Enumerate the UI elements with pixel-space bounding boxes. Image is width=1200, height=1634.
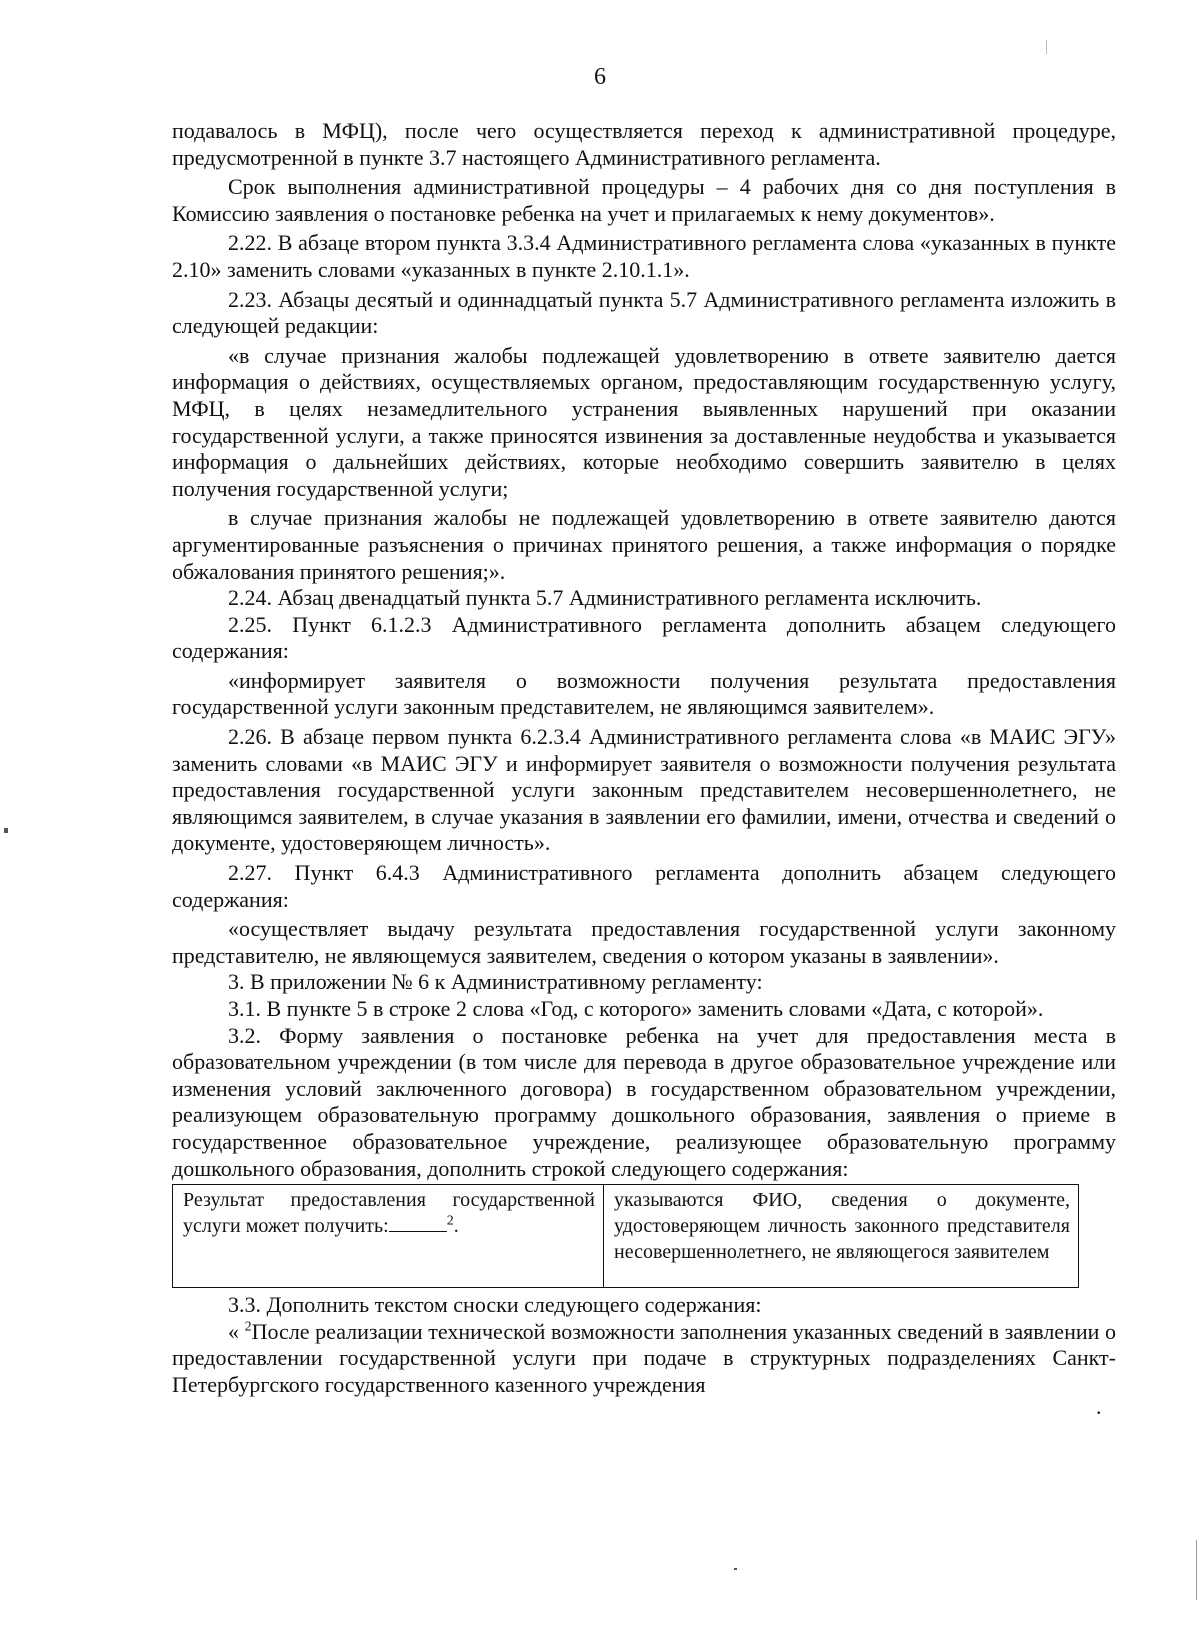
- paragraph: «в случае признания жалобы подлежащей удовлетворению в ответе заявителю дается информация о действиях, осуществляемых органом, предоставляющим государственную услугу, МФЦ, в целях незамедлительного устранения выявленных нарушений при оказании государственной услуги, а также приносятся извинения за доставленные неудобства и указывается информация о дальнейших действиях, которые необходимо совершить заявителю в целях получения государственной услуги;: [172, 342, 1116, 501]
- paragraph: 2.22. В абзаце втором пункта 3.3.4 Административного регламента слова «указанных в пункте 2.10» заменить словами «указанных в пункте 2.10.1.1».: [172, 230, 1116, 282]
- paragraph: 2.23. Абзацы десятый и одиннадцатый пункта 5.7 Административного регламента изложить в следующей редакции:: [172, 286, 1116, 339]
- paragraph: 2.27. Пункт 6.4.3 Административного регламента дополнить абзацем следующего содержания:: [172, 860, 1116, 912]
- paragraph: 2.26. В абзаце первом пункта 6.2.3.4 Административного регламента слова «в МАИС ЭГУ» заменить словами «в МАИС ЭГУ и информирует заявителя о возможности получения результата предоставления государственной услуги законным представителем несовершеннолетнего, не являющимся заявителем, в случае указания в заявлении его фамилии, имени, отчества и сведений о документе, удостоверяющем личность».: [172, 724, 1116, 856]
- blank-line: [389, 1231, 447, 1232]
- footnote-mark: 2: [446, 1213, 454, 1229]
- footnote-paragraph: [172, 1319, 1116, 1399]
- scan-speck: [1046, 40, 1047, 54]
- cell-text: указываются ФИО, сведения о документе, удостоверяющем личность законного представителя несовершеннолетнего, не являющегося заявителем: [614, 1189, 1070, 1264]
- footnote-text: После реализации технической возможности заполнения указанных сведений в заявлении о предоставлении государственной услуги при подаче в структурных подразделениях Санкт-Петербургского государственного казенного учреждения: [172, 1318, 1117, 1397]
- scan-speck: [4, 828, 8, 833]
- paragraph: «информирует заявителя о возможности получения результата предоставления государственной услуги законным представителем, не являющимся заявителем».: [172, 667, 1116, 720]
- scan-speck: [1196, 1540, 1197, 1600]
- scan-speck: [734, 1568, 737, 1570]
- paragraph: 3.3. Дополнить текстом сноски следующего содержания:: [228, 1292, 762, 1318]
- paragraph: 3.1. В пункте 5 в строке 2 слова «Год, с которого» заменить словами «Дата, с которой».: [228, 996, 1044, 1021]
- paragraph: 2.25. Пункт 6.1.2.3 Административного регламента дополнить абзацем следующего содержания:: [172, 611, 1116, 664]
- table-trailing-dot: .: [1096, 1394, 1102, 1419]
- table-cell-right: [604, 1185, 1079, 1288]
- table-cell-left: [173, 1185, 604, 1288]
- footnote-mark: 2: [244, 1319, 252, 1335]
- page-number: 6: [594, 64, 606, 90]
- paragraph: в случае признания жалобы не подлежащей удовлетворению в ответе заявителю даются аргументированные разъяснения о причинах принятого решения, а также информация о порядке обжалования принятого решения;».: [172, 505, 1116, 584]
- paragraph: Срок выполнения административной процедуры – 4 рабочих дня со дня поступления в Комиссию заявления о постановке ребенка на учет и прилагаемых к нему документов».: [172, 174, 1116, 226]
- form-row-table: [172, 1184, 1079, 1288]
- paragraph: «осуществляет выдачу результата предоставления государственной услуги законному представителю, не являющемуся заявителем, сведения о котором указаны в заявлении».: [172, 916, 1116, 968]
- document-body: [172, 118, 1116, 1399]
- paragraph: подавалось в МФЦ), после чего осуществляется переход к административной процедуре, предусмотренной в пункте 3.7 настоящего Административного регламента.: [172, 118, 1116, 170]
- cell-text: Результат предоставления государственной услуги может получить:: [183, 1189, 595, 1238]
- quote-open: «: [228, 1318, 245, 1344]
- table-row: [173, 1185, 1079, 1288]
- paragraph: 3.2. Форму заявления о постановке ребенка на учет для предоставления места в образовательном учреждении (в том числе для перевода в другое образовательное учреждение или изменения условий заключенного договора) в государственном образовательном учреждении, реализующем образовательную программу дошкольного образования, заявления о приеме в государственное образовательное учреждение, реализующее образовательную программу дошкольного образования, дополнить строкой следующего содержания:: [172, 1022, 1116, 1181]
- paragraph: 3. В приложении № 6 к Административному регламенту:: [228, 969, 763, 995]
- paragraph: 2.24. Абзац двенадцатый пункта 5.7 Административного регламента исключить.: [228, 585, 982, 611]
- cell-end: .: [453, 1215, 459, 1238]
